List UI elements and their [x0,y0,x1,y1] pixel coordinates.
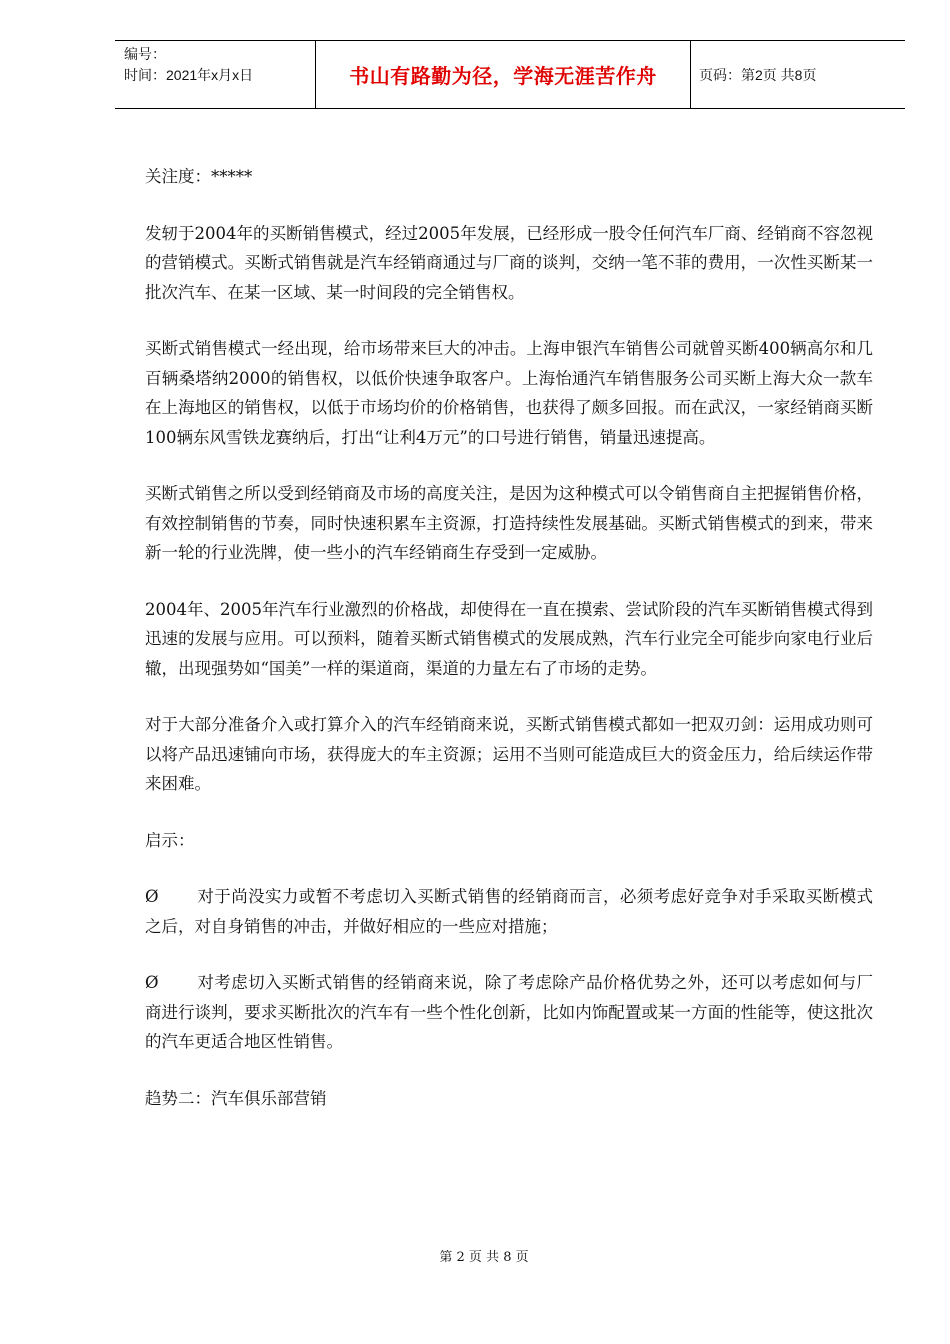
number-label: 编号： [124,46,166,62]
page-header [115,40,905,109]
document-body [145,162,873,1140]
motto-text: 书山有路勤为径，学海无涯苦作舟 [349,64,657,88]
time-label: 时间：2021年x月x日 [124,67,254,83]
footer-page-number: 第 2 页 共 8 页 [439,1250,529,1265]
paragraph: 买断式销售之所以受到经销商及市场的高度关注，是因为这种模式可以令销售商自主把握销售价格，有效控制销售的节奏，同时快速积累车主资源，打造持续性发展基础。买断式销售模式的到来，带来新一轮的行业洗牌，使一些小的汽车经销商生存受到一定威胁。 [145,484,873,562]
bullet-arrow-icon: Ø [145,887,159,906]
bullet-item [145,968,873,1057]
paragraph: 买断式销售模式一经出现，给市场带来巨大的冲击。上海申银汽车销售公司就曾买断400辆高尔和几百辆桑塔纳2000的销售权，以低价快速争取客户。上海怡通汽车销售服务公司买断上海大众一款车在上海地区的销售权，以低于市场均价的价格销售，也获得了颇多回报。而在武汉，一家经销商买断100辆东风雪铁龙赛纳后，打出“让利4万元”的口号进行销售，销量迅速提高。 [145,339,873,447]
bullet-arrow-icon: Ø [145,973,159,992]
bullet-item [145,882,873,941]
header-motto-cell [315,41,691,108]
paragraph: 2004年、2005年汽车行业激烈的价格战，却使得在一直在摸索、尝试阶段的汽车买断销售模式得到迅速的发展与应用。可以预料，随着买断式销售模式的发展成熟，汽车行业完全可能步向家电行业后辙，出现强势如“国美”一样的渠道商，渠道的力量左右了市场的走势。 [145,599,873,678]
page-footer [0,1246,950,1265]
header-meta [115,41,315,108]
paragraph: 对于大部分准备介入或打算介入的汽车经销商来说，买断式销售模式都如一把双刃剑：运用成功则可以将产品迅速铺向市场，获得庞大的车主资源；运用不当则可能造成巨大的资金压力，给后续运作带来困难。 [145,715,873,793]
header-page-info [690,41,905,108]
bullet-text: 对考虑切入买断式销售的经销商来说，除了考虑除产品价格优势之外，还可以考虑如何与厂商进行谈判，要求买断批次的汽车有一些个性化创新，比如内饰配置或某一方面的性能等，使这批次的汽车更适合地区性销售。 [145,973,873,1051]
paragraph: 发轫于2004年的买断销售模式，经过2005年发展，已经形成一股令任何汽车厂商、经销商不容忽视的营销模式。买断式销售就是汽车经销商通过与厂商的谈判，交纳一笔不菲的费用，一次性买断某一批次汽车、在某一区域、某一时间段的完全销售权。 [145,223,873,302]
page-info-text: 页码：第2页 共8页 [699,66,817,83]
attention-line: 关注度：***** [145,167,253,186]
hint-label: 启示： [145,830,195,850]
bullet-text: 对于尚没实力或暂不考虑切入买断式销售的经销商而言，必须考虑好竞争对手采取买断模式之后，对自身销售的冲击，并做好相应的一些应对措施； [145,887,873,936]
section-heading: 趋势二：汽车俱乐部营销 [145,1088,327,1108]
